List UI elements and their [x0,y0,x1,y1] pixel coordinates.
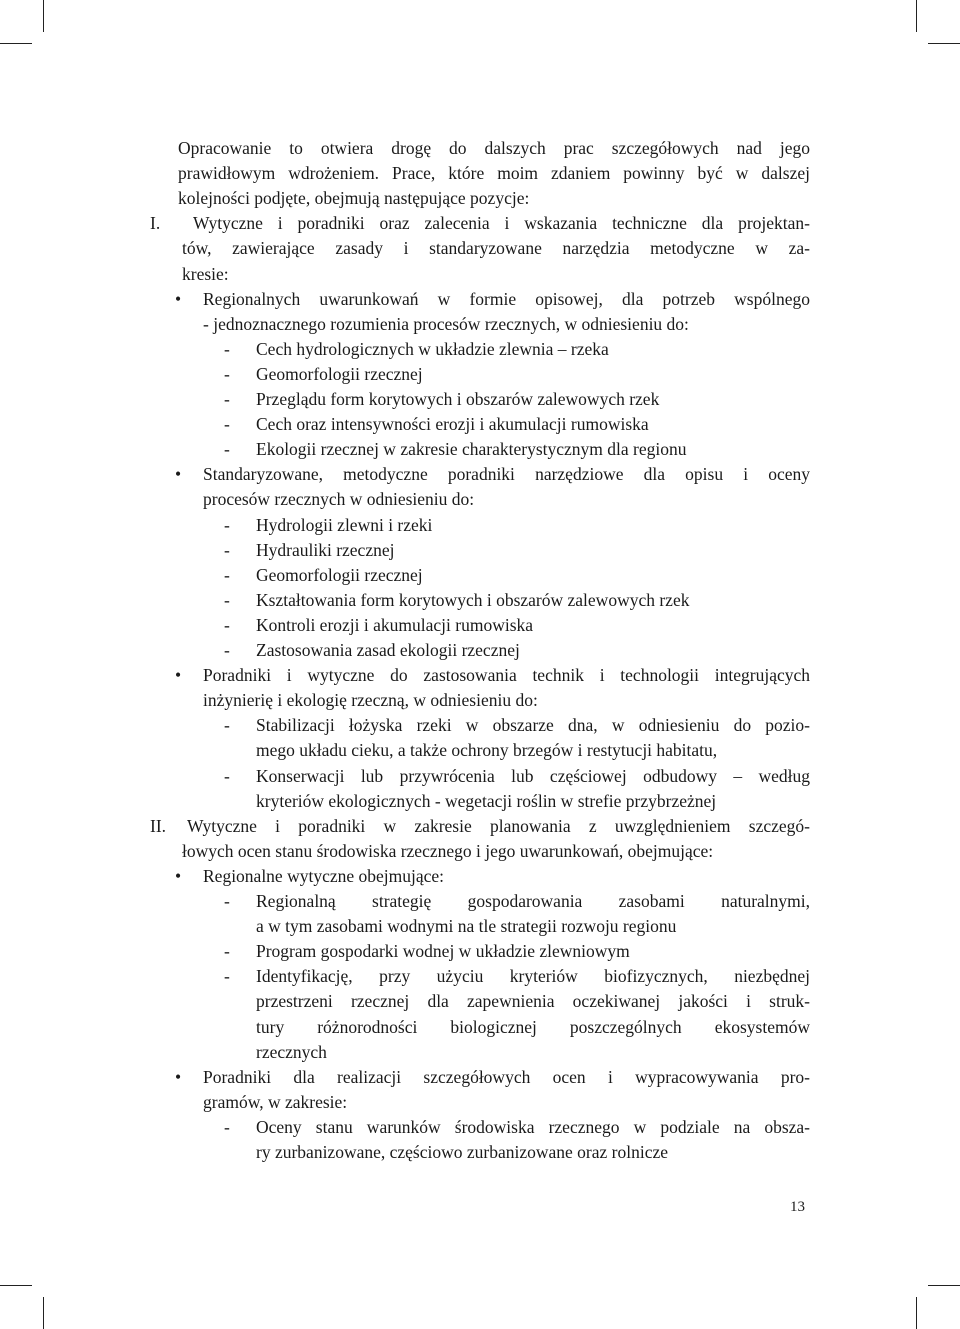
sub-item-line: Cech oraz intensywności erozji i akumulacji rumowiska [256,414,649,435]
sub-item-line: przestrzeni rzecznej dla zapewnienia oczekiwanej jakości i struk- [256,991,810,1012]
bullet-marker: • [175,464,182,485]
section-heading-line: tów, zawierające zasady i standaryzowane narzędzia metodyczne w za- [182,238,810,259]
section-numeral: I. [150,213,161,234]
sub-item-line: ry zurbanizowane, częściowo zurbanizowane oraz rolnicze [256,1142,669,1162]
dash-marker: - [224,715,230,736]
sub-item-line: Kształtowania form korytowych i obszarów zalewowych rzek [256,589,690,610]
sub-item-line: Konserwacji lub przywrócenia lub częściowej odbudowy – według [256,765,810,786]
bullet-marker: • [175,665,182,686]
dash-marker: - [224,338,230,359]
bullet-item-line: procesów rzecznych w odniesieniu do: [203,489,475,510]
bullet-item-line: gramów, w zakresie: [203,1091,348,1112]
section-numeral: II. [150,815,167,836]
intro-paragraph-line: kolejności podjęte, obejmują następujące pozycje: [178,188,530,209]
sub-item-line: Stabilizacji łożyska rzeki w obszarze dna, w odniesieniu do pozio- [256,715,810,736]
sub-item-line: kryteriów ekologicznych - wegetacji roślin w strefie przybrzeżnej [256,790,717,811]
dash-marker: - [224,1116,230,1137]
dash-marker: - [224,363,230,384]
bullet-item-line: Standaryzowane, metodyczne poradniki narzędziowe dla opisu i oceny [203,464,810,485]
sub-item-line: Hydrauliki rzecznej [256,539,395,560]
section-heading-line: kresie: [182,263,229,284]
sub-item-line: Zastosowania zasad ekologii rzecznej [256,640,520,660]
sub-item-line: Hydrologii zlewni i rzeki [256,514,433,535]
bullet-item-line: Regionalnych uwarunkowań w formie opisowej, dla potrzeb wspólnego [203,288,810,309]
sub-item-line: a w tym zasobami wodnymi na tle strategii rozwoju regionu [256,916,677,937]
bullet-item-line: - jednoznacznego rozumienia procesów rzecznych, w odniesieniu do: [203,313,689,334]
sub-item-line: Oceny stanu warunków środowiska rzecznego w podziale na obsza- [256,1116,810,1137]
bullet-item-line: Poradniki dla realizacji szczegółowych ocen i wypracowywania pro- [203,1066,810,1087]
bullet-marker: • [175,1066,182,1087]
bullet-marker: • [175,865,182,886]
section-heading-line: Wytyczne i poradniki oraz zalecenia i wskazania techniczne dla projektan- [193,213,810,234]
dash-marker: - [224,439,230,460]
dash-marker: - [224,966,230,987]
sub-item-line: Identyfikację, przy użyciu kryteriów biofizycznych, niezbędnej [256,966,810,987]
dash-marker: - [224,614,230,635]
sub-item-line: mego układu cieku, a także ochrony brzegów i restytucji habitatu, [256,740,718,761]
sub-item-line: Geomorfologii rzecznej [256,564,423,585]
dash-marker: - [224,414,230,435]
dash-marker: - [224,514,230,535]
intro-paragraph-line: Opracowanie to otwiera drogę do dalszych prac szczegółowych nad jego [178,138,810,158]
sub-item-line: Kontroli erozji i akumulacji rumowiska [256,614,534,635]
dash-marker: - [224,640,230,660]
sub-item-line: Ekologii rzecznej w zakresie charakterystycznym dla regionu [256,439,687,460]
dash-marker: - [224,539,230,560]
dash-marker: - [224,564,230,585]
bullet-item-line: inżynierię i ekologię rzeczną, w odniesieniu do: [203,690,538,711]
section-heading-line: Wytyczne i poradniki w zakresie planowania z uwzględnieniem szczegó- [187,815,810,836]
dash-marker: - [224,891,230,911]
intro-paragraph-line: prawidłowym wdrożeniem. Prace, które moim zdaniem powinny być w dalszej [178,163,810,184]
bullet-item-line: Regionalne wytyczne obejmujące: [203,865,445,886]
bullet-item-line: Poradniki i wytyczne do zastosowania technik i technologii integrujących [203,665,810,686]
sub-item-line: Program gospodarki wodnej w układzie zlewniowym [256,941,630,962]
dash-marker: - [224,589,230,610]
dash-marker: - [224,389,230,409]
sub-item-line: rzecznych [256,1041,327,1062]
dash-marker: - [224,765,230,786]
dash-marker: - [224,941,230,962]
bullet-marker: • [175,288,182,309]
sub-item-line: Przeglądu form korytowych i obszarów zalewowych rzek [256,389,660,409]
sub-item-line: Cech hydrologicznych w układzie zlewnia – rzeka [256,338,609,359]
sub-item-line: tury różnorodności biologicznej poszczególnych ekosystemów [256,1016,810,1037]
sub-item-line: Geomorfologii rzecznej [256,363,423,384]
sub-item-line: Regionalną strategię gospodarowania zasobami naturalnymi, [256,891,810,911]
page-number: 13 [790,1199,805,1215]
section-heading-line: łowych ocen stanu środowiska rzecznego i jego uwarunkowań, obejmujące: [182,840,714,861]
